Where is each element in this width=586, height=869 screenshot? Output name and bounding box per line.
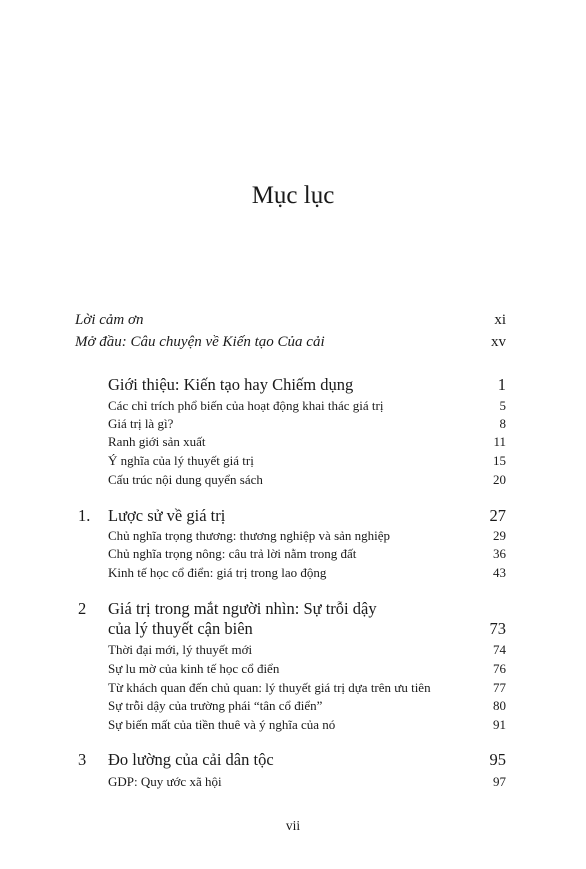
toc-chapter-page: 73 [489, 619, 506, 638]
toc-section-label: Sự trỗi dậy của trường phái “tân cổ điển” [108, 698, 323, 713]
toc-entry-label: Lời cảm ơn [75, 312, 144, 328]
toc-section-label: Sự lu mờ của kinh tế học cổ điển [108, 661, 280, 676]
toc-section-label: Từ khách quan đến chủ quan: lý thuyết giá trị dựa trên ưu tiên [108, 680, 431, 695]
toc-chapter-label: Lược sử về giá trị [108, 506, 226, 525]
toc-chapter-page: 1 [497, 375, 506, 394]
toc-entry-page: xv [491, 334, 506, 350]
toc-section-label: Giá trị là gì? [108, 416, 174, 431]
toc-chapter-number: 3 [78, 750, 87, 769]
toc-chapter-label: Đo lường của cải dân tộc [108, 750, 274, 769]
toc-section-label: GDP: Quy ước xã hội [108, 774, 222, 789]
toc-section-label: Thời đại mới, lý thuyết mới [108, 642, 253, 657]
toc-chapter-page: 95 [489, 750, 506, 769]
toc-section-page: 77 [493, 680, 506, 695]
toc-section-page: 11 [493, 434, 506, 449]
toc-entry-label: Mở đầu: Câu chuyện về Kiến tạo Của cải [75, 334, 325, 350]
toc-section-label: Chủ nghĩa trọng thương: thương nghiệp và sản nghiệp [108, 528, 391, 543]
toc-chapter-number: 1. [78, 506, 91, 525]
toc-section-page: 80 [493, 698, 506, 713]
toc-chapter-label-line2: của lý thuyết cận biên [108, 619, 253, 638]
toc-section-page: 91 [493, 717, 506, 732]
toc-chapter-label: Giá trị trong mắt người nhìn: Sự trỗi dậy [108, 599, 377, 618]
toc-section-page: 43 [493, 565, 506, 580]
page-number: vii [285, 818, 301, 833]
toc-section-label: Cấu trúc nội dung quyển sách [108, 472, 263, 487]
toc-section-page: 97 [493, 774, 506, 789]
toc-chapter-page: 27 [489, 506, 506, 525]
toc-section-page: 36 [493, 546, 506, 561]
toc-chapter-label: Giới thiệu: Kiến tạo hay Chiếm dụng [108, 375, 354, 394]
toc-section-page: 8 [499, 416, 506, 431]
page-title: Mục lục [251, 182, 335, 209]
toc-section-label: Ý nghĩa của lý thuyết giá trị [108, 453, 254, 468]
toc-section-page: 76 [493, 661, 506, 676]
toc-section-page: 74 [493, 642, 506, 657]
toc-section-label: Sự biến mất của tiền thuê và ý nghĩa của nó [108, 717, 336, 732]
toc-section-label: Kinh tế học cổ điển: giá trị trong lao động [108, 565, 327, 580]
toc-section-label: Các chỉ trích phổ biến của hoạt động khai thác giá trị [108, 398, 384, 413]
toc-section-label: Ranh giới sản xuất [108, 434, 206, 449]
toc-section-page: 5 [499, 398, 506, 413]
toc-section-page: 15 [493, 453, 506, 468]
toc-entry-page: xi [494, 312, 506, 328]
toc-section-page: 20 [493, 472, 506, 487]
toc-section-page: 29 [493, 528, 506, 543]
toc-section-label: Chủ nghĩa trọng nông: câu trả lời nằm trong đất [108, 546, 357, 561]
toc-chapter-number: 2 [78, 599, 87, 618]
